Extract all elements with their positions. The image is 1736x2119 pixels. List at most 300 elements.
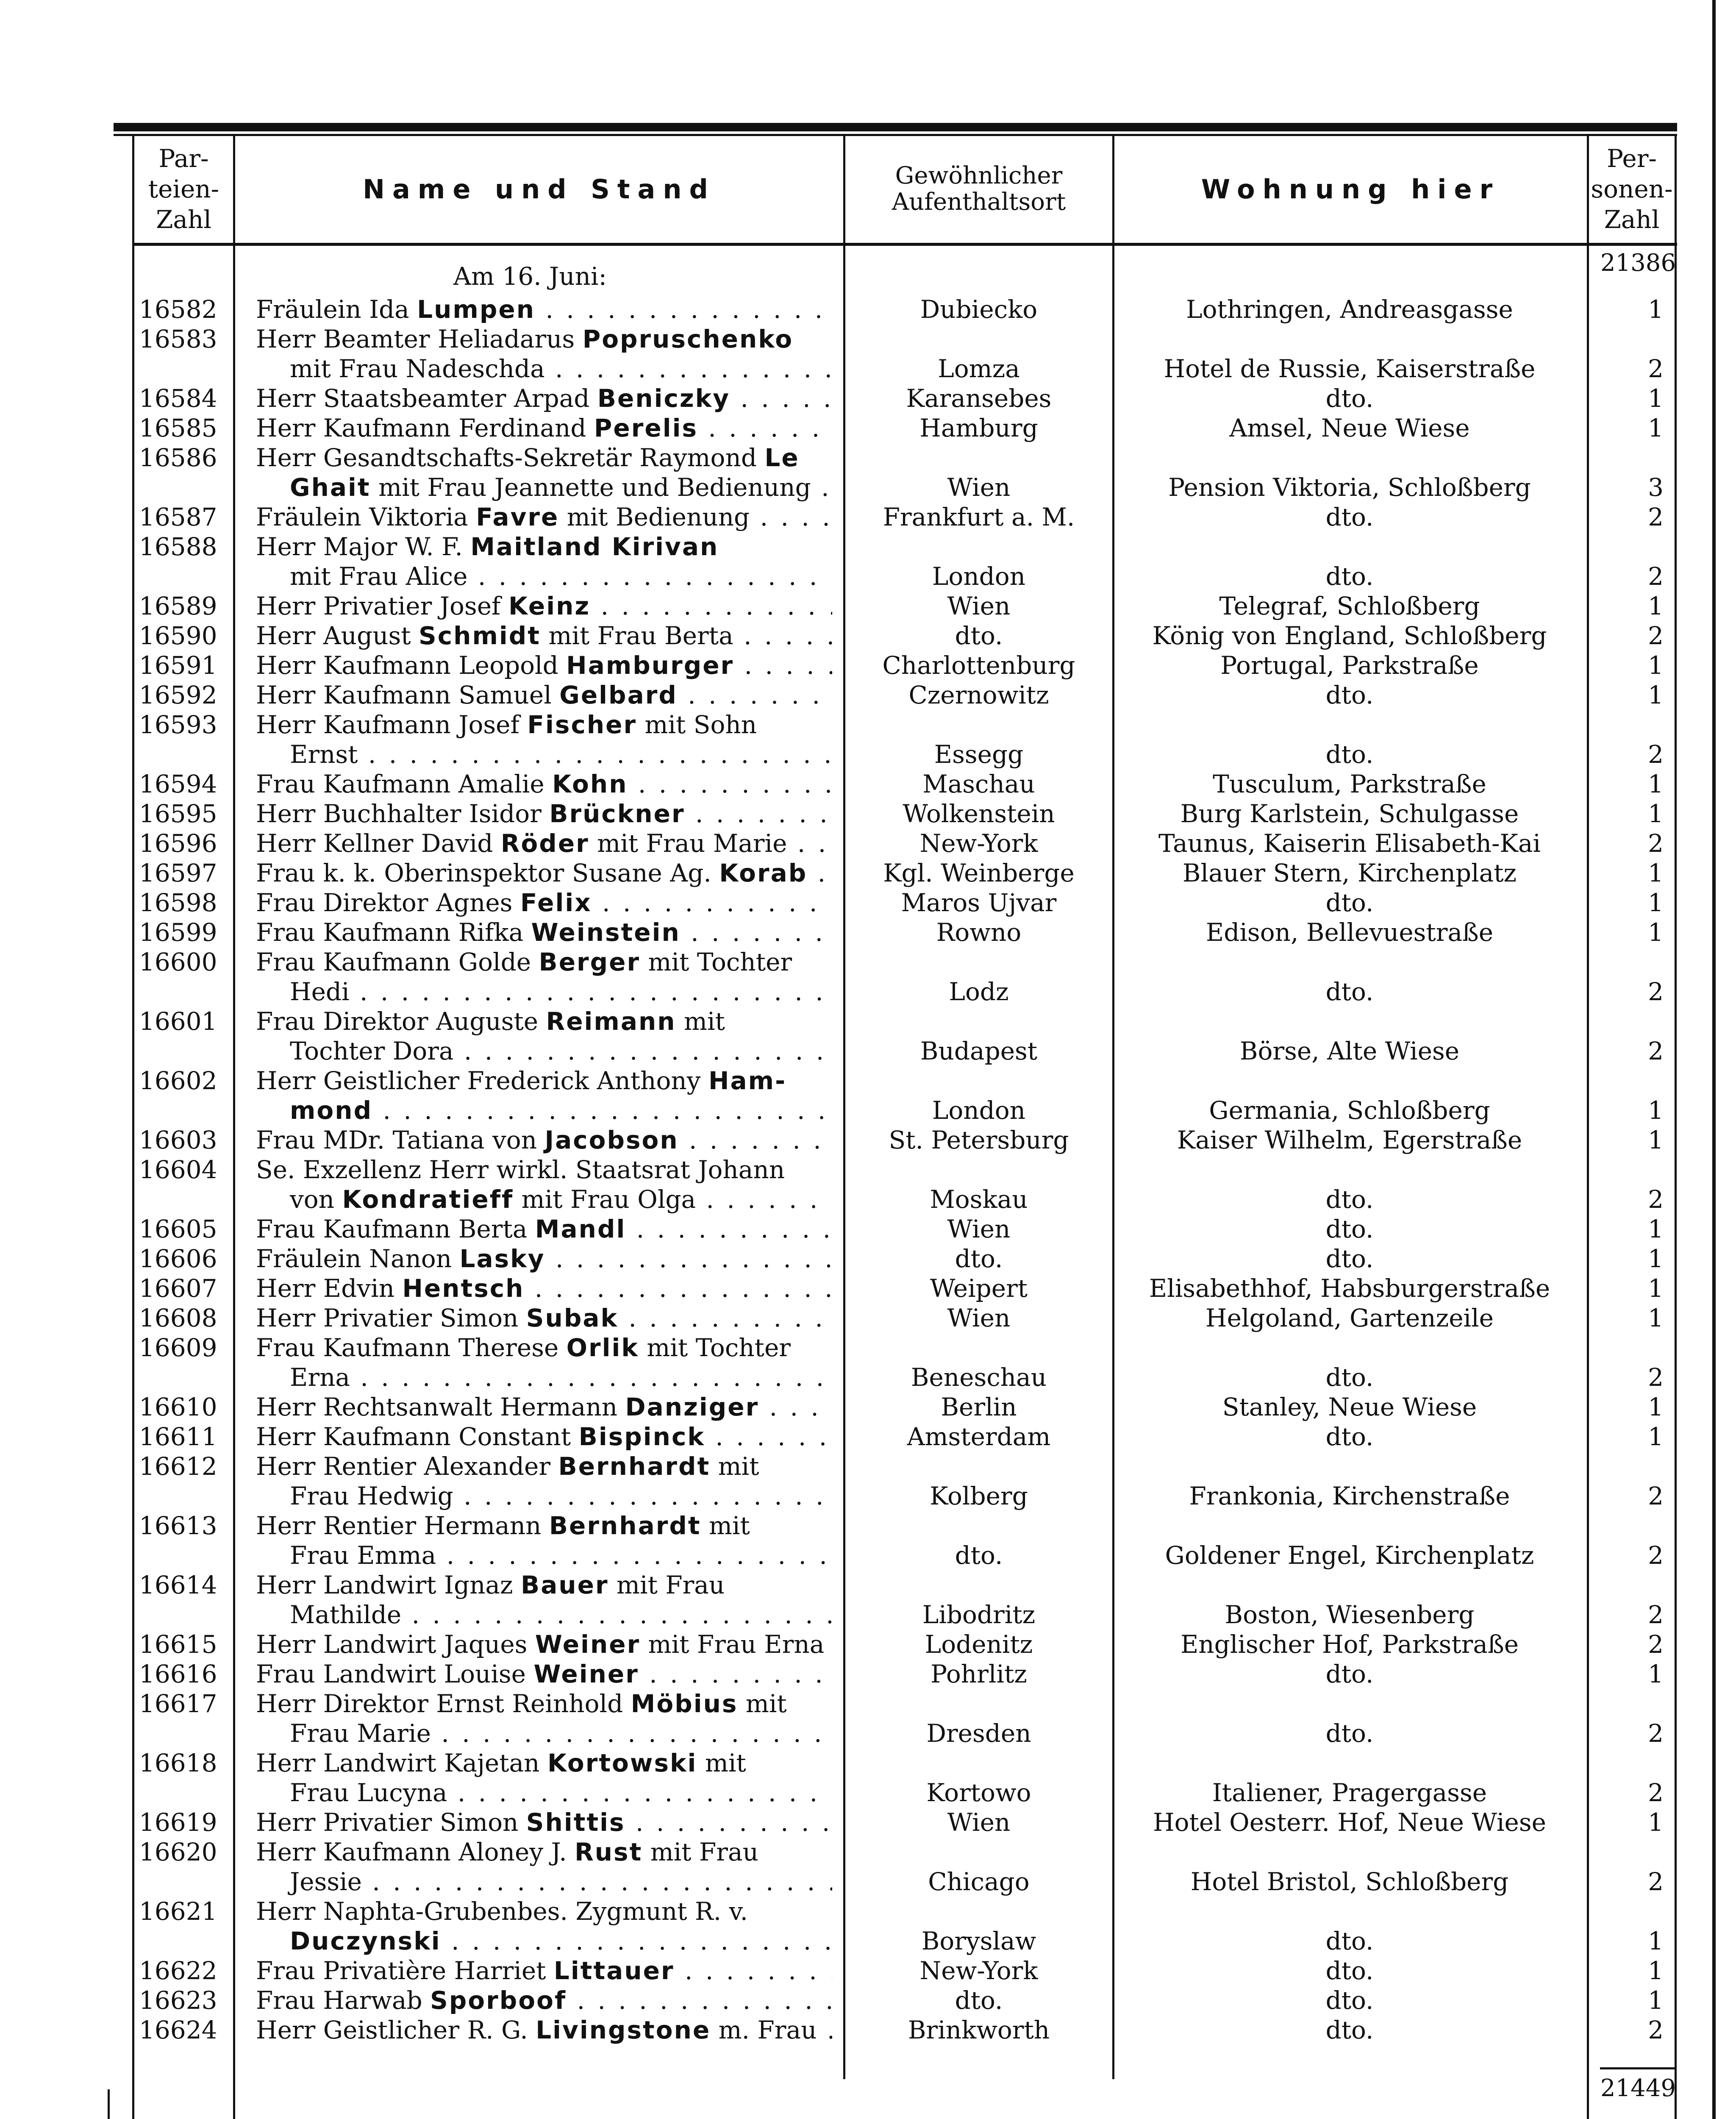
- origin-city: Chicago: [928, 1867, 1030, 1896]
- residence: Portugal, Parkstraße: [1220, 651, 1479, 680]
- surname: Brückner: [549, 799, 685, 828]
- origin-city: Moskau: [930, 1185, 1028, 1214]
- origin-city: New-York: [919, 829, 1038, 858]
- persons-count: 1: [1648, 859, 1664, 887]
- surname: Weinstein: [531, 918, 681, 947]
- residence: dto.: [1325, 1986, 1374, 2015]
- origin-city: Wolkenstein: [903, 799, 1055, 828]
- top-rule: [114, 123, 1677, 131]
- party-number: 16596: [139, 829, 217, 858]
- persons-count: 1: [1648, 1393, 1664, 1421]
- surname: Sporboof: [430, 1986, 567, 2015]
- origin-city: Kortowo: [926, 1778, 1031, 1807]
- guest-name: Frau MDr. Tatiana von Jacobson . . .: [256, 1125, 832, 1155]
- persons-count: 1: [1648, 1274, 1664, 1303]
- surname: Hamburger: [566, 651, 734, 680]
- guest-name: Herr Rentier Alexander Bernhardt mit Frau Hedwig . . .: [256, 1452, 832, 1511]
- party-number: 16588: [139, 532, 217, 561]
- persons-count: 2: [1648, 1867, 1664, 1896]
- origin-city: Pohrlitz: [930, 1660, 1027, 1688]
- surname: Weiner: [533, 1660, 639, 1688]
- register-row: [0, 443, 1736, 502]
- origin-city: Maros Ujvar: [901, 888, 1057, 917]
- origin-city: Maschau: [922, 770, 1035, 798]
- origin-city: Wien: [947, 1304, 1011, 1332]
- residence: Frankonia, Kirchenstraße: [1189, 1482, 1510, 1510]
- surname: Perelis: [594, 414, 698, 442]
- party-number: 16598: [139, 888, 217, 917]
- surname: Ham-: [708, 1066, 787, 1095]
- residence: dto.: [1325, 1363, 1374, 1392]
- persons-count: 2: [1648, 2016, 1664, 2044]
- final-total: 21449: [1600, 2075, 1676, 2102]
- surname: Ghait: [290, 473, 371, 502]
- guest-name: Herr Naphta-Grubenbes. Zygmunt R. v. Duczynski . . .: [256, 1897, 832, 1956]
- guest-name: Frau Direktor Agnes Felix . . .: [256, 888, 832, 918]
- header-origin: Gewöhnlicher Aufenthaltsort: [892, 162, 1066, 216]
- register-row: [0, 1333, 1736, 1392]
- party-number: 16611: [139, 1422, 217, 1451]
- register-row: [0, 1303, 1736, 1333]
- register-row: [0, 680, 1736, 710]
- persons-count: 1: [1648, 1215, 1664, 1243]
- persons-count: 2: [1648, 354, 1664, 383]
- residence: Hotel Oesterr. Hof, Neue Wiese: [1153, 1808, 1546, 1837]
- register-row: [0, 621, 1736, 651]
- origin-city: Wien: [947, 473, 1011, 502]
- residence: dto.: [1325, 888, 1374, 917]
- register-row: [0, 295, 1736, 324]
- origin-city: Czernowitz: [908, 681, 1049, 709]
- residence: dto.: [1325, 1927, 1374, 1955]
- residence: dto.: [1325, 1215, 1374, 1243]
- guest-name: Frau Kaufmann Golde Berger mit Tochter Hedi . . .: [256, 947, 832, 1007]
- guest-name: Fräulein Nanon Lasky . . .: [256, 1244, 832, 1274]
- register-row: [0, 829, 1736, 858]
- residence: dto.: [1325, 384, 1374, 413]
- guest-name: Herr Staatsbeamter Arpad Beniczky . . .: [256, 384, 832, 413]
- party-number: 16613: [139, 1511, 217, 1540]
- residence: Boston, Wiesenberg: [1225, 1600, 1475, 1629]
- residence: dto.: [1325, 977, 1374, 1006]
- residence: dto.: [1325, 2016, 1374, 2044]
- party-number: 16595: [139, 799, 217, 828]
- register-row: [0, 1422, 1736, 1452]
- origin-city: dto.: [955, 1986, 1003, 2015]
- party-number: 16597: [139, 859, 217, 887]
- origin-city: Budapest: [920, 1037, 1038, 1065]
- persons-count: 2: [1648, 740, 1664, 769]
- origin-city: Brinkworth: [908, 2016, 1050, 2044]
- residence: dto.: [1325, 1956, 1374, 1985]
- party-number: 16620: [139, 1838, 217, 1866]
- surname: Lasky: [459, 1244, 545, 1273]
- surname: Berger: [539, 948, 641, 976]
- surname: Weiner: [535, 1630, 641, 1659]
- party-number: 16616: [139, 1660, 217, 1688]
- origin-city: New-York: [919, 1956, 1038, 1985]
- guest-name: Frau Landwirt Louise Weiner . . .: [256, 1659, 832, 1689]
- guest-name: Herr Gesandtschafts-Sekretär Raymond Le Ghait mit Frau Jeannette und Bedienung . . .: [256, 443, 832, 502]
- register-row: [0, 1689, 1736, 1748]
- guest-name: Herr Kaufmann Aloney J. Rust mit Frau Jessie . . .: [256, 1837, 832, 1897]
- origin-city: Libodritz: [922, 1600, 1036, 1629]
- origin-city: dto.: [955, 1244, 1003, 1273]
- guest-name: Herr Kaufmann Leopold Hamburger . . .: [256, 651, 832, 680]
- register-row: [0, 1452, 1736, 1511]
- persons-count: 3: [1648, 473, 1664, 502]
- party-number: 16590: [139, 621, 217, 650]
- persons-count: 2: [1648, 1600, 1664, 1629]
- persons-count: 2: [1648, 621, 1664, 650]
- register-row: [0, 591, 1736, 621]
- party-number: 16622: [139, 1956, 217, 1985]
- surname: Orlik: [566, 1333, 639, 1362]
- origin-city: Rowno: [936, 918, 1022, 947]
- party-number: 16604: [139, 1155, 217, 1184]
- persons-count: 2: [1648, 1541, 1664, 1570]
- surname: Subak: [526, 1304, 619, 1332]
- surname: Felix: [520, 888, 592, 917]
- origin-city: Wien: [947, 592, 1011, 620]
- residence: dto.: [1325, 1244, 1374, 1273]
- register-row: [0, 888, 1736, 918]
- guest-name: Frau Kaufmann Rifka Weinstein . . .: [256, 918, 832, 947]
- surname: Keinz: [508, 592, 591, 620]
- persons-count: 2: [1648, 1185, 1664, 1214]
- guest-name: Frau Harwab Sporboof . . .: [256, 1986, 832, 2015]
- residence: Helgoland, Gartenzeile: [1205, 1304, 1494, 1332]
- origin-city: Berlin: [941, 1393, 1017, 1421]
- residence: Taunus, Kaiserin Elisabeth-Kai: [1158, 829, 1541, 858]
- origin-city: Wien: [947, 1215, 1011, 1243]
- origin-city: Boryslaw: [921, 1927, 1036, 1955]
- guest-name: Herr Landwirt Ignaz Bauer mit Frau Mathilde . . .: [256, 1570, 832, 1630]
- surname: Lumpen: [417, 295, 536, 324]
- guest-name: Frau k. k. Oberinspektor Susane Ag. Korab . . .: [256, 858, 832, 888]
- surname: Kondratieff: [342, 1185, 514, 1214]
- surname: Schmidt: [419, 621, 541, 650]
- party-number: 16585: [139, 414, 217, 442]
- origin-city: Lodz: [949, 977, 1009, 1006]
- persons-count: 1: [1648, 592, 1664, 620]
- surname: Favre: [476, 503, 559, 531]
- carried-total: 21386: [1600, 249, 1676, 277]
- persons-count: 1: [1648, 651, 1664, 680]
- persons-count: 2: [1648, 829, 1664, 858]
- persons-count: 1: [1648, 888, 1664, 917]
- party-number: 16593: [139, 710, 217, 739]
- party-number: 16589: [139, 592, 217, 620]
- header-residence: Wohnung hier: [1201, 173, 1500, 205]
- persons-count: 2: [1648, 503, 1664, 531]
- origin-city: Kolberg: [930, 1482, 1028, 1510]
- guest-name: Herr Rechtsanwalt Hermann Danziger . . .: [256, 1392, 832, 1422]
- register-row: [0, 1986, 1736, 2015]
- residence: dto.: [1325, 1660, 1374, 1688]
- register-row: [0, 947, 1736, 1007]
- party-number: 16606: [139, 1244, 217, 1273]
- register-row: [0, 799, 1736, 829]
- origin-city: London: [932, 1096, 1026, 1125]
- residence: Telegraf, Schloßberg: [1219, 592, 1480, 620]
- persons-count: 1: [1648, 1927, 1664, 1955]
- guest-name: Herr Edvin Hentsch . . .: [256, 1274, 832, 1303]
- origin-city: Kgl. Weinberge: [883, 859, 1075, 887]
- guest-name: Fräulein Viktoria Favre mit Bedienung . . .: [256, 502, 832, 532]
- residence: Lothringen, Andreasgasse: [1186, 295, 1513, 324]
- party-number: 16600: [139, 948, 217, 976]
- register-row: [0, 1659, 1736, 1689]
- guest-name: Herr Buchhalter Isidor Brückner . . .: [256, 799, 832, 829]
- surname: Danziger: [625, 1393, 759, 1421]
- surname: Gelbard: [559, 681, 678, 709]
- residence: Elisabethhof, Habsburgerstraße: [1149, 1274, 1550, 1303]
- guest-name: Herr Beamter Heliadarus Popruschenko mit Frau Nadeschda . . .: [256, 324, 832, 384]
- party-number: 16615: [139, 1630, 217, 1659]
- register-row: [0, 1007, 1736, 1066]
- party-number: 16603: [139, 1126, 217, 1154]
- residence: Blauer Stern, Kirchenplatz: [1182, 859, 1517, 887]
- persons-count: 1: [1648, 1986, 1664, 2015]
- register-row: [0, 769, 1736, 799]
- residence: dto.: [1325, 1719, 1374, 1748]
- origin-city: dto.: [955, 1541, 1003, 1570]
- residence: Amsel, Neue Wiese: [1229, 414, 1470, 442]
- surname: Mandl: [535, 1215, 626, 1243]
- party-number: 16599: [139, 918, 217, 947]
- persons-count: 1: [1648, 384, 1664, 413]
- surname: Maitland Kirivan: [470, 532, 719, 561]
- register-row: [0, 1244, 1736, 1274]
- residence: dto.: [1325, 1185, 1374, 1214]
- surname: mond: [290, 1096, 373, 1125]
- register-row: [0, 1155, 1736, 1214]
- residence: Hotel Bristol, Schloßberg: [1190, 1867, 1509, 1896]
- origin-city: dto.: [955, 621, 1003, 650]
- register-row: [0, 2015, 1736, 2045]
- guest-name: Se. Exzellenz Herr wirkl. Staatsrat Johann von Kondratieff mit Frau Olga . . .: [256, 1155, 832, 1214]
- guest-name: Herr Kaufmann Constant Bispinck . . .: [256, 1422, 832, 1452]
- guest-name: Herr Kellner David Röder mit Frau Marie . . .: [256, 829, 832, 858]
- total-rule: [1600, 2067, 1676, 2069]
- register-row: [0, 651, 1736, 680]
- residence: Börse, Alte Wiese: [1239, 1037, 1460, 1065]
- persons-count: 2: [1648, 1363, 1664, 1392]
- origin-city: Beneschau: [911, 1363, 1047, 1392]
- party-number: 16621: [139, 1897, 217, 1926]
- guest-name: Frau Kaufmann Therese Orlik mit Tochter Erna . . .: [256, 1333, 832, 1392]
- guest-name: Herr Privatier Simon Shittis . . .: [256, 1808, 832, 1837]
- residence: Goldener Engel, Kirchenplatz: [1165, 1541, 1534, 1570]
- party-number: 16612: [139, 1452, 217, 1481]
- guest-name: Herr Kaufmann Ferdinand Perelis . . .: [256, 413, 832, 443]
- origin-city: Lodenitz: [925, 1630, 1033, 1659]
- persons-count: 2: [1648, 1630, 1664, 1659]
- origin-city: Charlottenburg: [882, 651, 1075, 680]
- party-number: 16619: [139, 1808, 217, 1837]
- register-row: [0, 1808, 1736, 1837]
- surname: Jacobson: [544, 1126, 679, 1154]
- persons-count: 1: [1648, 1660, 1664, 1688]
- register-row: [0, 384, 1736, 413]
- guest-name: Herr August Schmidt mit Frau Berta . . .: [256, 621, 832, 651]
- party-number: 16614: [139, 1571, 217, 1599]
- margin-stub: [108, 2089, 110, 2119]
- register-row: [0, 1570, 1736, 1630]
- register-row: [0, 532, 1736, 591]
- surname: Littauer: [553, 1956, 675, 1985]
- guest-name: Frau Privatière Harriet Littauer . . .: [256, 1956, 832, 1986]
- register-row: [0, 858, 1736, 888]
- register-row: [0, 324, 1736, 384]
- residence: Pension Viktoria, Schloßberg: [1168, 473, 1531, 502]
- persons-count: 1: [1648, 1956, 1664, 1985]
- residence: dto.: [1325, 681, 1374, 709]
- party-number: 16617: [139, 1689, 217, 1718]
- surname: Hentsch: [402, 1274, 525, 1303]
- party-number: 16618: [139, 1749, 217, 1777]
- persons-count: 2: [1648, 1037, 1664, 1065]
- party-number: 16594: [139, 770, 217, 798]
- guest-name: Frau Kaufmann Berta Mandl . . .: [256, 1214, 832, 1244]
- residence: Englischer Hof, Parkstraße: [1180, 1630, 1519, 1659]
- register-row: [0, 1748, 1736, 1808]
- origin-city: Karansebes: [906, 384, 1052, 413]
- guest-name: Herr Geistlicher Frederick Anthony Ham- mond . . .: [256, 1066, 832, 1125]
- surname: Popruschenko: [582, 325, 794, 353]
- party-number: 16624: [139, 2016, 217, 2044]
- persons-count: 1: [1648, 1422, 1664, 1451]
- surname: Shittis: [526, 1808, 625, 1837]
- residence: Hotel de Russie, Kaiserstraße: [1164, 354, 1536, 383]
- guest-name: Herr Landwirt Jaques Weiner mit Frau Erna . . .: [256, 1630, 832, 1659]
- surname: Röder: [500, 829, 589, 858]
- persons-count: 1: [1648, 770, 1664, 798]
- guest-name: Frau Kaufmann Amalie Kohn . . .: [256, 769, 832, 799]
- persons-count: 1: [1648, 918, 1664, 947]
- residence: Stanley, Neue Wiese: [1222, 1393, 1477, 1421]
- surname: Beniczky: [597, 384, 731, 413]
- origin-city: Wien: [947, 1808, 1011, 1837]
- register-row: [0, 1956, 1736, 1986]
- register-row: [0, 1066, 1736, 1125]
- surname: Reimann: [546, 1007, 676, 1036]
- header-number: Par- teien- Zahl: [148, 144, 219, 234]
- surname: Le: [764, 443, 800, 472]
- surname: Bauer: [521, 1571, 609, 1599]
- residence: Burg Karlstein, Schulgasse: [1180, 799, 1519, 828]
- persons-count: 2: [1648, 1778, 1664, 1807]
- origin-city: Dubiecko: [920, 295, 1038, 324]
- persons-count: 2: [1648, 1482, 1664, 1510]
- persons-count: 1: [1648, 1126, 1664, 1154]
- register-row: [0, 1214, 1736, 1244]
- surname: Bispinck: [578, 1422, 705, 1451]
- persons-count: 1: [1648, 799, 1664, 828]
- header-name: Name und Stand: [363, 173, 716, 205]
- persons-count: 1: [1648, 1096, 1664, 1125]
- party-number: 16587: [139, 503, 217, 531]
- guest-name: Herr Geistlicher R. G. Livingstone m. Frau . . .: [256, 2015, 832, 2045]
- date-heading: Am 16. Juni:: [453, 262, 607, 291]
- surname: Bernhardt: [549, 1511, 701, 1540]
- guest-name: Frau Direktor Auguste Reimann mit Tochter Dora . . .: [256, 1007, 832, 1066]
- surname: Möbius: [631, 1689, 738, 1718]
- persons-count: 2: [1648, 1719, 1664, 1748]
- guest-name: Herr Rentier Hermann Bernhardt mit Frau Emma . . .: [256, 1511, 832, 1570]
- persons-count: 1: [1648, 1304, 1664, 1332]
- register-row: [0, 1511, 1736, 1570]
- guest-name: Herr Kaufmann Josef Fischer mit Sohn Ernst . . .: [256, 710, 832, 769]
- entry-list: [0, 295, 1736, 2045]
- persons-count: 1: [1648, 414, 1664, 442]
- surname: Livingstone: [536, 2016, 711, 2044]
- origin-city: Dresden: [926, 1719, 1031, 1748]
- register-row: [0, 413, 1736, 443]
- header-persons: Per- sonen- Zahl: [1591, 144, 1673, 234]
- origin-city: Lomza: [938, 354, 1020, 383]
- party-number: 16584: [139, 384, 217, 413]
- origin-city: Hamburg: [919, 414, 1038, 442]
- surname: Kortowski: [547, 1749, 697, 1777]
- surname: Korab: [719, 859, 808, 887]
- residence: Italiener, Pragergasse: [1212, 1778, 1487, 1807]
- surname: Rust: [575, 1838, 643, 1866]
- register-row: [0, 1630, 1736, 1659]
- party-number: 16605: [139, 1215, 217, 1243]
- register-row: [0, 1897, 1736, 1956]
- residence: dto.: [1325, 740, 1374, 769]
- residence: Tusculum, Parkstraße: [1213, 770, 1486, 798]
- party-number: 16583: [139, 325, 217, 353]
- party-number: 16608: [139, 1304, 217, 1332]
- party-number: 16602: [139, 1066, 217, 1095]
- persons-count: 2: [1648, 977, 1664, 1006]
- persons-count: 1: [1648, 1808, 1664, 1837]
- surname: Bernhardt: [558, 1452, 711, 1481]
- surname: Duczynski: [290, 1927, 441, 1955]
- register-row: [0, 1392, 1736, 1422]
- surname: Fischer: [527, 710, 637, 739]
- persons-count: 1: [1648, 681, 1664, 709]
- register-row: [0, 1274, 1736, 1303]
- surname: Kohn: [552, 770, 628, 798]
- residence: dto.: [1325, 1422, 1374, 1451]
- residence: Kaiser Wilhelm, Egerstraße: [1177, 1126, 1522, 1154]
- persons-count: 2: [1648, 562, 1664, 591]
- party-number: 16586: [139, 443, 217, 472]
- party-number: 16609: [139, 1333, 217, 1362]
- residence: Germania, Schloßberg: [1209, 1096, 1490, 1125]
- register-row: [0, 710, 1736, 769]
- guest-name: Herr Direktor Ernst Reinhold Möbius mit Frau Marie . . .: [256, 1689, 832, 1748]
- register-row: [0, 502, 1736, 532]
- party-number: 16607: [139, 1274, 217, 1303]
- origin-city: London: [932, 562, 1026, 591]
- party-number: 16601: [139, 1007, 217, 1036]
- origin-city: Amsterdam: [907, 1422, 1051, 1451]
- guest-name: Herr Kaufmann Samuel Gelbard . . .: [256, 680, 832, 710]
- origin-city: Essegg: [934, 740, 1024, 769]
- guest-name: Fräulein Ida Lumpen . . .: [256, 295, 832, 324]
- persons-count: 1: [1648, 295, 1664, 324]
- party-number: 16591: [139, 651, 217, 680]
- residence: dto.: [1325, 562, 1374, 591]
- register-row: [0, 918, 1736, 947]
- party-number: 16592: [139, 681, 217, 709]
- party-number: 16582: [139, 295, 217, 324]
